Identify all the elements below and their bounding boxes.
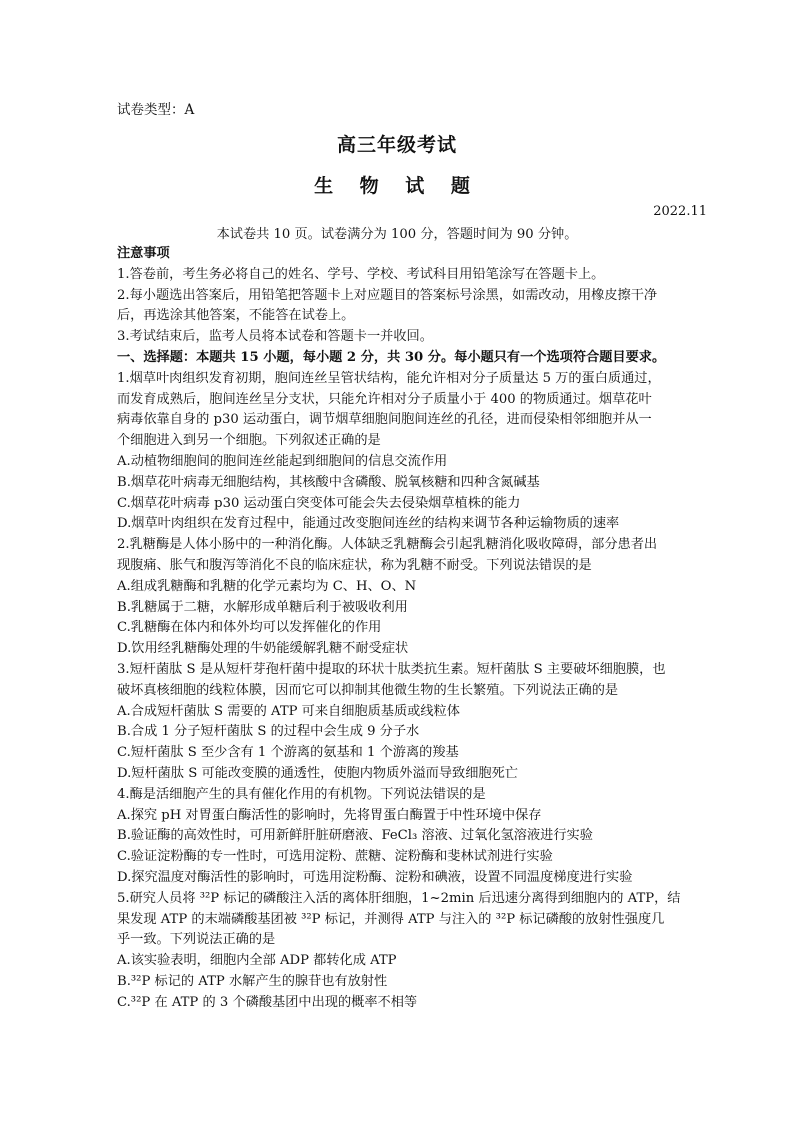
question-line: 而发育成熟后，胞间连丝呈分支状，只能允许相对分子质量小于 400 的物质通过。烟草花叶 [117, 391, 652, 407]
question-line: B.乳糖属于二糖，水解形成单糖后利于被吸收利用 [117, 599, 408, 615]
question-line: 2.乳糖酶是人体小肠中的一种消化酶。人体缺乏乳糖酶会引起乳糖消化吸收障碍，部分患者出 [117, 537, 658, 553]
question-line: A.组成乳糖酶和乳糖的化学元素均为 C、H、O、N [117, 578, 417, 594]
subject-title: 生 物 试 题 [314, 175, 480, 197]
question-line: C.³²P 在 ATP 的 3 个磷酸基团中出现的概率不相等 [117, 994, 418, 1010]
exam-title: 高三年级考试 [336, 134, 457, 156]
question-line: D.饮用经乳糖酶处理的牛奶能缓解乳糖不耐受症状 [117, 641, 409, 657]
question-line: D.烟草叶肉组织在发育过程中，能通过改变胞间连丝的结构来调节各种运输物质的速率 [117, 516, 620, 532]
question-line: D.探究温度对酶活性的影响时，可选用淀粉酶、淀粉和碘液，设置不同温度梯度进行实验 [117, 869, 633, 885]
question-line: 病毒依靠自身的 p30 运动蛋白，调节烟草细胞间胞间连丝的孔径，进而侵染相邻细胞并从一 [117, 412, 652, 428]
note-line: 1.答卷前，考生务必将自己的姓名、学号、学校、考试科目用铅笔涂写在答题卡上。 [117, 266, 605, 282]
exam-intro: 本试卷共 10 页。试卷满分为 100 分，答题时间为 90 分钟。 [216, 227, 578, 242]
question-line: C.验证淀粉酶的专一性时，可选用淀粉、蔗糖、淀粉酶和斐林试剂进行实验 [117, 849, 553, 865]
question-line: C.短杆菌肽 S 至少含有 1 个游离的氨基和 1 个游离的羧基 [117, 745, 459, 761]
question-line: C.烟草花叶病毒 p30 运动蛋白突变体可能会失去侵染烟草植株的能力 [117, 495, 521, 511]
question-line: 乎一致。下列说法正确的是 [117, 932, 276, 948]
question-line: 3.短杆菌肽 S 是从短杆芽孢杆菌中提取的环状十肽类抗生素。短杆菌肽 S 主要破坏细胞膜，也 [117, 661, 666, 677]
question-line: D.短杆菌肽 S 可能改变膜的通透性，使胞内物质外溢而导致细胞死亡 [117, 765, 518, 781]
section-heading: 一、选择题：本题共 15 小题，每小题 2 分，共 30 分。每小题只有一个选项符合题目要求。 [117, 349, 666, 365]
exam-body [117, 244, 681, 1013]
paper-type-label: 试卷类型：A [117, 102, 195, 118]
question-line: A.探究 pH 对胃蛋白酶活性的影响时，先将胃蛋白酶置于中性环境中保存 [117, 807, 542, 823]
exam-date: 2022.11 [653, 204, 707, 219]
question-line: 个细胞进入到另一个细胞。下列叙述正确的是 [117, 433, 381, 449]
question-line: 现腹痛、胀气和腹泻等消化不良的临床症状，称为乳糖不耐受。下列说法错误的是 [117, 557, 592, 573]
question-list [117, 369, 681, 1014]
notes-heading: 注意事项 [117, 246, 170, 261]
question-line: 破坏真核细胞的线粒体膜，因而它可以抑制其他微生物的生长繁殖。下列说法正确的是 [117, 682, 619, 698]
question-line: C.乳糖酶在体内和体外均可以发挥催化的作用 [117, 620, 382, 636]
question-line: B.验证酶的高效性时，可用新鲜肝脏研磨液、FeCl₃ 溶液、过氧化氢溶液进行实验 [117, 828, 593, 844]
question-line: A.该实验表明，细胞内全部 ADP 都转化成 ATP [117, 953, 397, 969]
note-line: 2.每小题选出答案后，用铅笔把答题卡上对应题目的答案标号涂黑，如需改动，用橡皮擦干净 [117, 287, 658, 303]
question-line: 果发现 ATP 的末端磷酸基团被 ³²P 标记，并测得 ATP 与注入的 ³²P 标记磷酸的放射性强度几 [117, 911, 665, 927]
question-line: A.动植物细胞间的胞间连丝能起到细胞间的信息交流作用 [117, 453, 448, 469]
question-line: B.³²P 标记的 ATP 水解产生的腺苷也有放射性 [117, 973, 388, 989]
question-line: 1.烟草叶肉组织发育初期，胞间连丝呈管状结构，能允许相对分子质量达 5 万的蛋白质通过， [117, 370, 661, 386]
question-line: B.烟草花叶病毒无细胞结构，其核酸中含磷酸、脱氧核糖和四种含氮碱基 [117, 474, 540, 490]
question-line: 5.研究人员将 ³²P 标记的磷酸注入活的离体肝细胞，1~2min 后迅速分离得到细胞内的 ATP，结 [117, 890, 681, 906]
note-line: 3.考试结束后，监考人员将本试卷和答题卡一并收回。 [117, 329, 433, 345]
note-line: 后，再选涂其他答案，不能答在试卷上。 [117, 308, 355, 324]
question-line: B.合成 1 分子短杆菌肽 S 的过程中会生成 9 分子水 [117, 724, 420, 740]
question-line: A.合成短杆菌肽 S 需要的 ATP 可来自细胞质基质或线粒体 [117, 703, 460, 719]
question-line: 4.酶是活细胞产生的具有催化作用的有机物。下列说法错误的是 [117, 786, 486, 802]
